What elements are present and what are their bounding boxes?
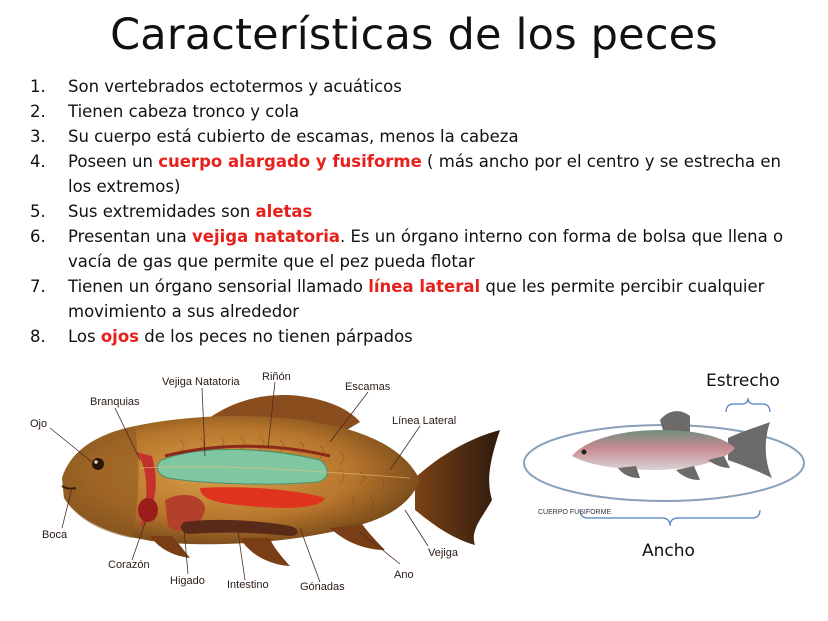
list-item [30, 199, 790, 224]
list-item [30, 74, 790, 99]
page-title: Características de los peces [110, 10, 718, 60]
list-item-text: Su cuerpo está cubierto de escamas, menos la cabeza [68, 127, 519, 146]
label-rinon: Riñón [262, 371, 291, 383]
label-vejiga: Vejiga [428, 547, 458, 559]
trout-body [572, 430, 735, 470]
list-item-text: Los [68, 327, 101, 346]
list-item [30, 149, 790, 199]
fish-eye [92, 458, 104, 470]
list-item-number: 6. [30, 227, 46, 246]
highlighted-term: ojos [100, 327, 139, 346]
highlighted-term: vejiga natatoria [192, 227, 341, 246]
list-item-text: Sus extremidades son [68, 202, 256, 221]
label-corazon: Corazón [108, 559, 150, 571]
heart-organ [138, 498, 158, 522]
label-boca: Boca [42, 529, 68, 541]
list-item-number: 1. [30, 77, 46, 96]
label-vejiga-natatoria: Vejiga Natatoria [162, 376, 240, 388]
label-higado: Higado [170, 575, 205, 587]
list-item [30, 99, 790, 124]
list-item-text: Tienen un órgano sensorial llamado [68, 277, 369, 296]
label-linea-lateral: Línea Lateral [392, 415, 457, 427]
list-item-text: Son vertebrados ectotermos y acuáticos [68, 77, 402, 96]
list-item-number: 4. [30, 152, 46, 171]
fusiform-diagram [524, 371, 804, 561]
label-gonadas: Gónadas [300, 581, 345, 593]
fish-head [62, 428, 138, 538]
tail-fin [415, 430, 500, 545]
list-item-text: que les permite percibir cualquier movimiento a sus alrededor [68, 277, 765, 321]
label-escamas: Escamas [345, 381, 391, 393]
list-item-number: 2. [30, 102, 46, 121]
fish-anatomy-illustration [30, 371, 500, 593]
fish-figures [0, 360, 828, 621]
list-item [30, 124, 790, 149]
label-branquias: Branquias [90, 396, 140, 408]
list-item-text: Tienen cabeza tronco y cola [68, 102, 300, 121]
label-estrecho: Estrecho [706, 371, 780, 391]
narrow-brace [726, 398, 770, 412]
list-item-text: . Es un órgano interno con forma de bolsa que llena o vacía de gas que permite que el pez pueda flotar [68, 227, 784, 271]
label-ano: Ano [394, 569, 414, 581]
label-ojo: Ojo [30, 418, 48, 430]
label-intestino: Intestino [227, 579, 269, 591]
list-item-number: 8. [30, 327, 46, 346]
list-item-number: 5. [30, 202, 46, 221]
highlighted-term: cuerpo alargado y fusiforme [158, 152, 422, 171]
list-item [30, 324, 790, 349]
list-item-text: de los peces no tienen párpados [139, 327, 413, 346]
list-item-text: Poseen un [68, 152, 159, 171]
list-item-number: 3. [30, 127, 46, 146]
list-item-number: 7. [30, 277, 46, 296]
feature-list [30, 74, 790, 349]
list-item [30, 274, 790, 324]
highlighted-term: aletas [255, 202, 313, 221]
list-item-text: Presentan una [68, 227, 192, 246]
label-ancho: Ancho [642, 541, 695, 561]
list-item-text: ( más ancho por el centro y se estrecha en los extremos) [68, 152, 781, 196]
list-item [30, 224, 790, 274]
label-cuerpo-fusiforme: CUERPO FUSIFORME [538, 509, 612, 516]
highlighted-term: línea lateral [368, 277, 481, 296]
